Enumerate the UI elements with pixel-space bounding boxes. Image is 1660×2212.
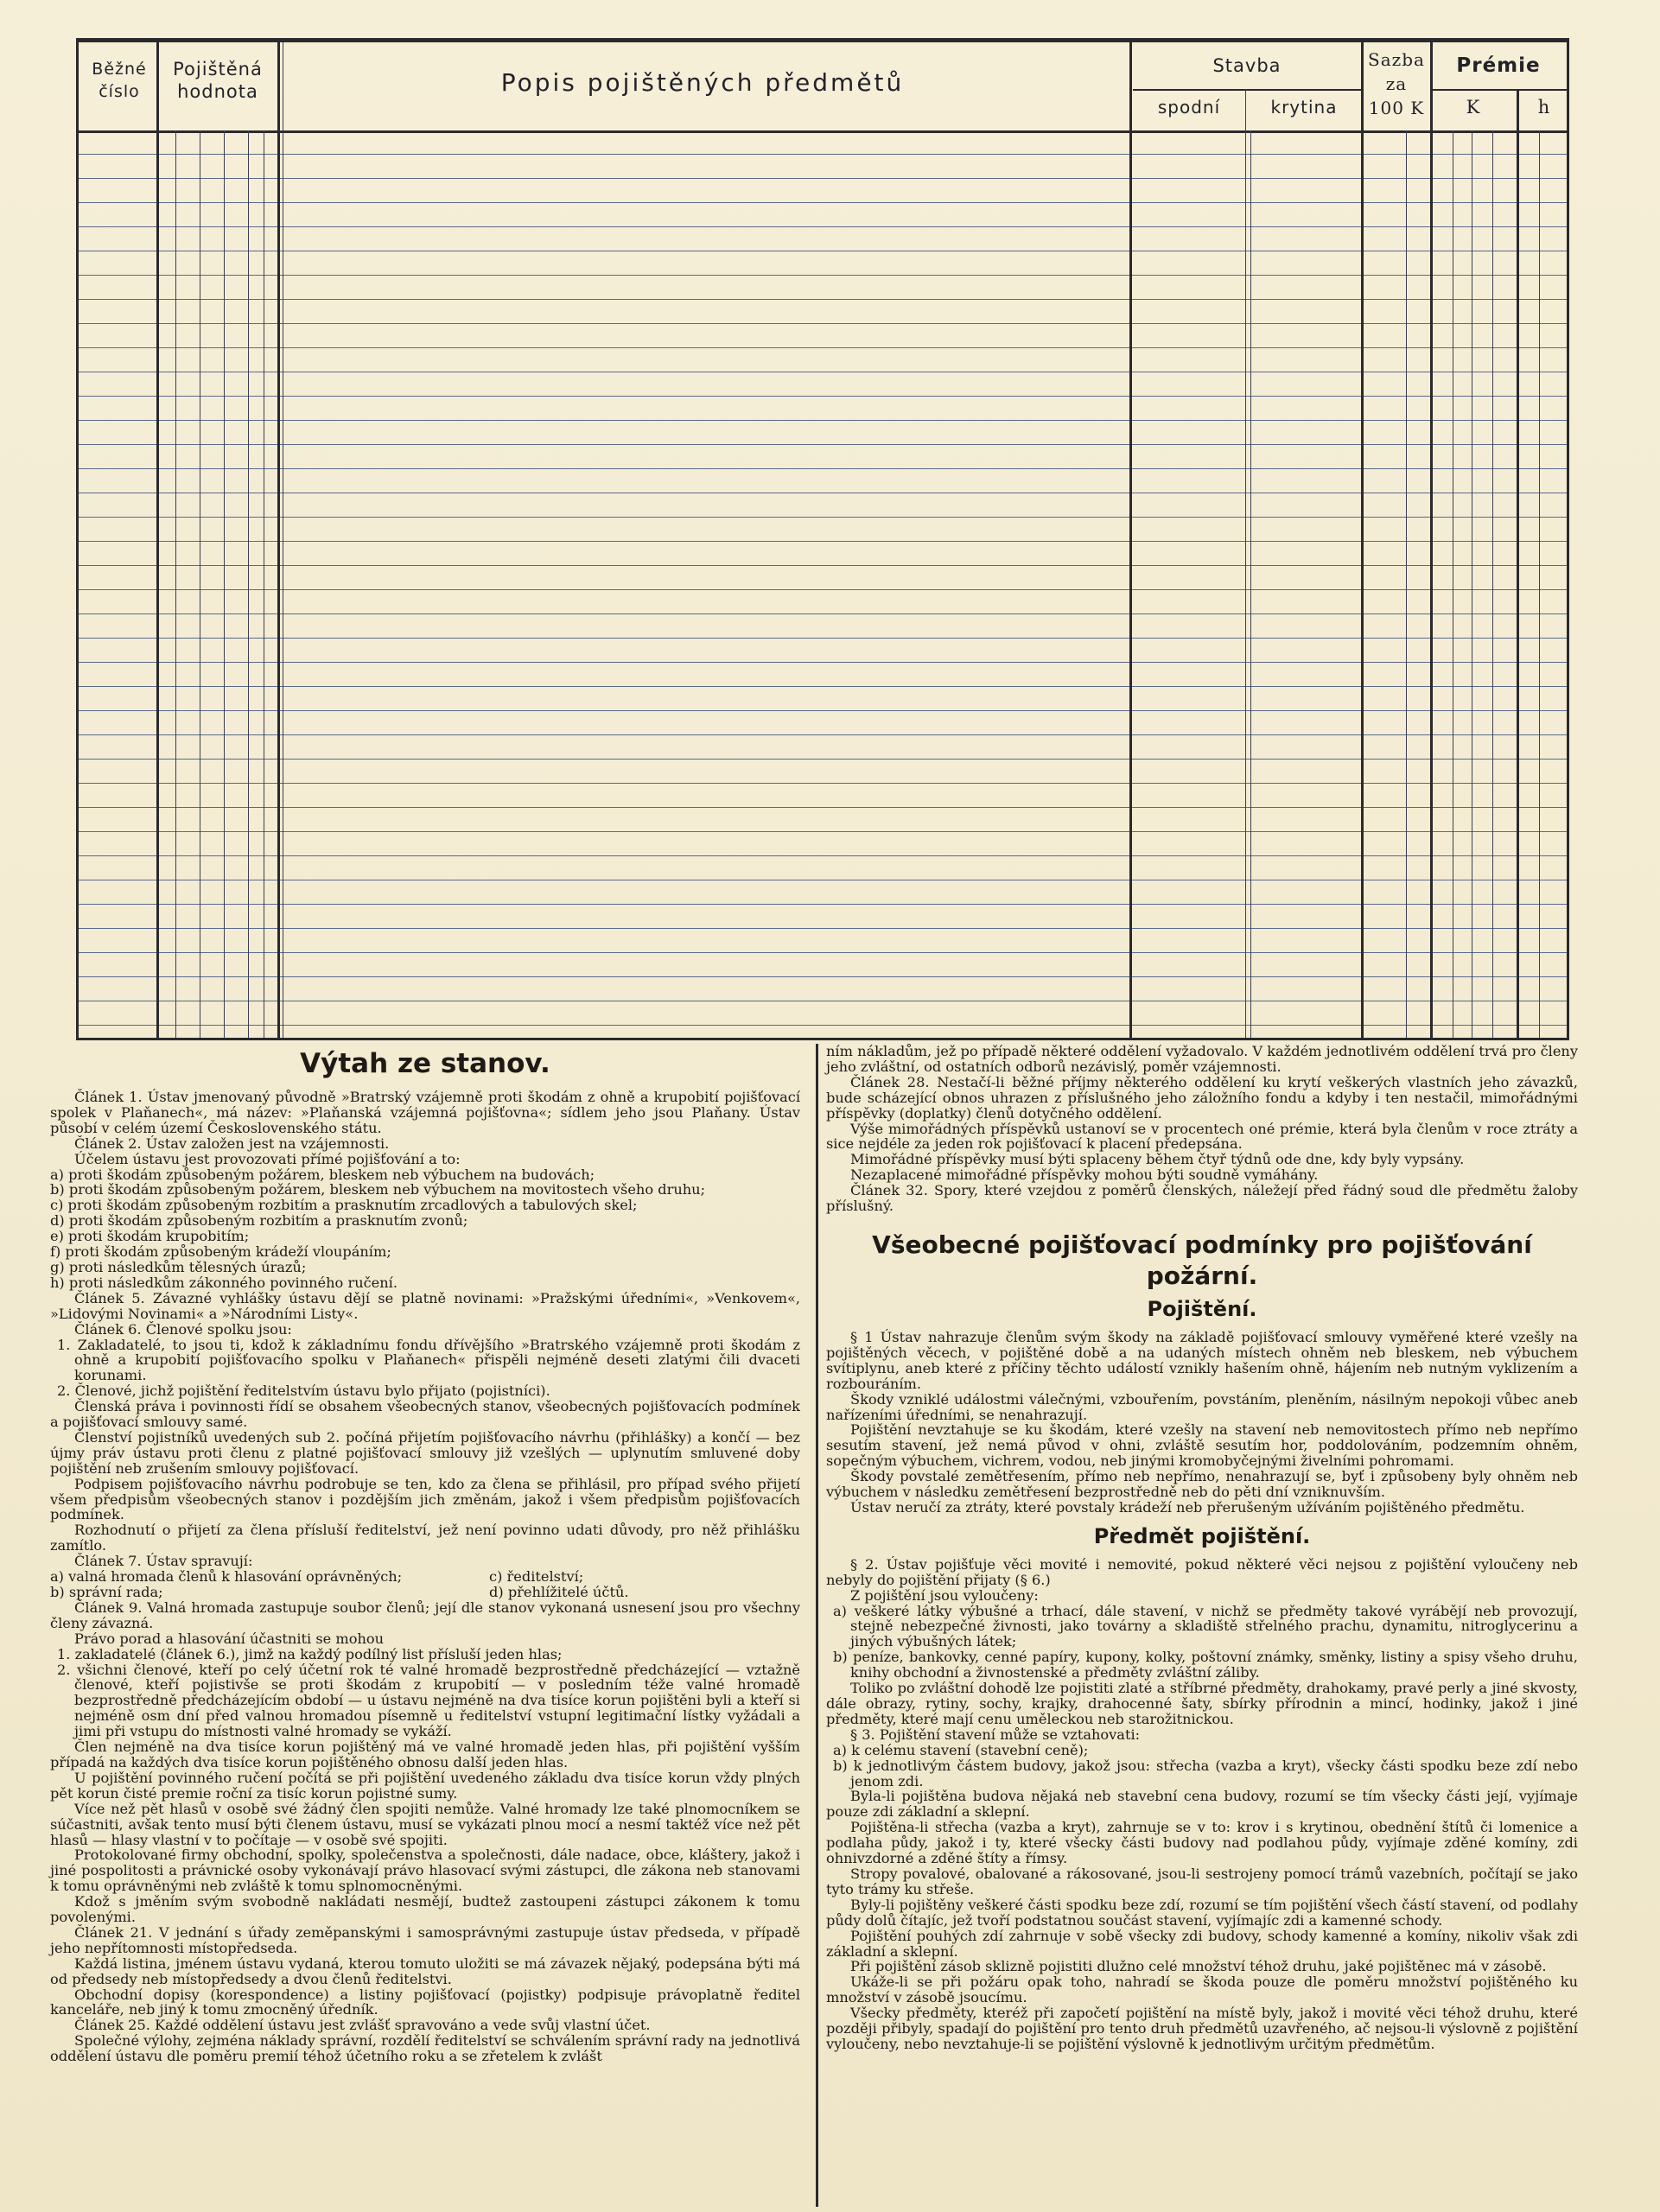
paragraph: 2. Členové, jichž pojištění ředitelstvím ústavu bylo přijato (pojistníci). [57,1382,550,1400]
paragraph: Škody povstalé zemětřesením, přímo neb nepřímo, nenahrazují se, byť i způsobeny byly ohněm neb výbuchem v následku zemětřesení bezprostředně neb do pěti dní vzniknuvším. [826,1468,1578,1501]
col-line [224,130,225,1038]
paragraph: Článek 1. Ústav jmenovaný původně »Bratrský vzájemně proti škodám z ohně a krupobití pojišťovací spolek v Plaňanech«, má název: »Plaňanská vzájemná pojišťovna«; sídlem jeho jsou Plaňany. Ústav působí v celém území Československého státu. [50,1089,800,1136]
paragraph: Všecky předměty, kteréž při započetí pojištění na místě byly, jakož i movité věci téhož druhu, které později přibyly, spadají do pojištění pro tento druh předmětů uzavřeného, ač nejsou-li výslovně z pojištění vyloučeny, nebo nevztahuje-li se pojištění výslovně k jednotlivým určitým předmětům. [826,2005,1578,2052]
col-line [1539,130,1540,1038]
header-sazba: Sazba za 100 K [1368,49,1425,118]
paragraph: Škody vzniklé událostmi válečnými, vzbouřením, povstáním, pleněním, násilným nepokoji vůbec aneb nařízeními úředními, se nenahrazují. [826,1390,1578,1423]
col-line [156,42,159,1038]
premie-divider [1432,89,1568,91]
col-line [1406,130,1407,1038]
paragraph: Článek 9. Valná hromada zastupuje soubor členů; její dle stanov vykonaná usnesení jsou pro všechny členy závazná. [50,1599,800,1631]
paragraph: Z pojištění jsou vyloučeny: [850,1586,1039,1604]
paragraph: Obchodní dopisy (korespondence) a listiny pojišťovací (pojistky) podpisuje právoplatně ředitel kanceláře, neb jiný k tomu zmocněný úředník. [50,1986,800,2018]
paragraph: b) peníze, bankovky, cenné papíry, kupony, kolky, poštovní známky, směnky, listiny a spisy všeho druhu, knihy obchodní a živnostenské a předměty zvláštní záliby. [833,1649,1578,1681]
header-popis: Popis pojištěných předmětů [500,68,905,97]
stavba-divider [1133,89,1361,91]
paragraph: Rozhodnutí o přijetí za člena přísluší ředitelství, jež není povinno udati důvody, pro něž přihlášku zamítlo. [50,1522,800,1554]
paragraph: a) k celému stavení (stavební ceně); [833,1741,1089,1758]
paragraph-item: d) přehlížitelé účtů. [489,1584,629,1600]
header-spodni: spodní [1157,97,1221,118]
header-krytina: krytina [1270,97,1338,118]
paragraph: 1. zakladatelé (článek 6.), jimž na každý podílný list přísluší jeden hlas; [57,1645,563,1662]
col-line [277,42,280,1038]
col-line [1430,42,1433,1038]
paragraph: Člen nejméně na dva tisíce korun pojištěný má ve valné hromadě jeden hlas, při pojištění vyšším případá na každých dva tisíce korun pojištěného obnosu další jeden hlas. [50,1738,800,1770]
paragraph: Pojištěna-li střecha (vazba a kryt), zahrnuje se v to: krov i s krytinou, obednění štítů či lomenice a podlaha půdy, jakož i ty, které všecky části budovy nad podlahou půdy, vyjímaje zděné komíny, zdi ohnivzdorné a zděné štíty a římsy. [826,1819,1578,1867]
header-premie: Prémie [1456,54,1541,77]
header-k: K [1466,97,1481,118]
paragraph: Pojištění pouhých zdí zahrnuje v sobě všecky zdi budovy, schody kamenné a komíny, nikoliv však zdi základní a sklepní. [826,1927,1578,1960]
paragraph-item: b) správní rada; [50,1584,163,1600]
ledger-table [76,38,1569,1040]
paragraph: ním nákladům, jež po případě některé oddělení vyžadovalo. V každém jednotlivém oddělení trvá pro členy jeho zvláštní, od ostatních odborů nezávislý, poměr vzájemnosti. [826,1043,1578,1075]
col-line [175,130,176,1038]
paragraph: b) proti škodám způsobeným požárem, bleskem neb výbuchem na movitostech všeho druhu; [50,1181,706,1198]
left-column [50,1044,800,2064]
paragraph: Podpisem pojišťovacího návrhu podrobuje se ten, kdo za člena se přihlásil, pro případ svého přijetí všem předpisům všeobecných stanov i pozdějším jich změnám, jakož i všem předpisům pojišťovacích podmínek. [50,1475,800,1523]
paragraph: Toliko po zvláštní dohodě lze pojistiti zlaté a stříbrné předměty, drahokamy, pravé perly a jiné skvosty, dále obrazy, rytiny, sochy, krajky, drahocenné šaty, sbírky přírodnin a mincí, hodinky, jakož i jiné předměty, které mají cenu uměleckou neb starožitnickou. [826,1680,1578,1727]
col-line [1492,130,1493,1038]
paragraph: Článek 21. V jednání s úřady zeměpanskými i samosprávnými zastupuje ústav předseda, v případě jeho nepřítomnosti místopředseda. [50,1923,800,1956]
col-line [1250,130,1251,1038]
ledger-header [79,42,1567,133]
paragraph: Při pojištění zásob sklizně pojistiti dlužno celé množství téhož druhu, jaké pojištěnec má v zásobě. [850,1958,1547,1975]
header-h: h [1537,97,1551,118]
paragraph: Pojištění nevztahuje se ku škodám, které vzešly na stavení neb nemovitostech přímo neb nepřímo sesutím stavení, jež nemá původ v ohni, zvláště sesutím hor, poddolováním, podzemním ohněm, sopečným výbuchem, vichrem, vodou, neb jinými kromobyčejnými živelními pohromami. [826,1421,1578,1470]
paragraph: Článek 2. Ústav založen jest na vzájemnosti. [74,1135,390,1152]
col-line [1517,89,1519,1038]
paragraph: Výše mimořádných příspěvků ustanoví se v procentech oné prémie, která byla členům v roce ztráty a sice nejdéle za jeden rok pojišťovací k placení předepsána. [826,1120,1578,1153]
left-title: Výtah ze stanov. [300,1048,550,1079]
paragraph: a) proti škodám způsobeným požárem, bleskem neb výbuchem na budovách; [50,1166,595,1183]
paragraph: Ukáže-li se při požáru opak toho, nahradí se škoda pouze dle poměru množství pojištěného ku množství v zásobě jsoucímu. [826,1974,1578,2006]
paragraph: Každá listina, jménem ústavu vydaná, kterou tomuto uložiti se má závazek nějaký, podepsána býti má od předsedy neb místopředsedy a dvou členů ředitelstvi. [50,1955,800,1987]
paragraph: Ústav neručí za ztráty, které povstaly krádeží neb přerušeným užíváním pojištěného předmětu. [850,1498,1525,1516]
paragraph-pair [50,1585,800,1600]
paragraph: a) veškeré látky výbušné a trhací, dále stavení, v nichž se předměty takové vyrábějí neb provozují, stejně nebezpečné živnosti, jako továrny a skladiště střelného prachu, dynamitu, nitroglycerinu a jiných výbušných látek; [833,1602,1578,1650]
paragraph: § 3. Pojištění stavení může se vztahovati: [850,1726,1141,1743]
header-stavba: Stavba [1212,55,1282,76]
section-predmet [826,1557,1578,2052]
paragraph: 1. Zakladatelé, to jsou ti, kdož k základnímu fondu dřívějšího »Bratrského vzájemně proti škodám z ohně a krupobití pojišťovacího spolku v Plaňanech« přispěli nejméně deseti zlatými čili dvaceti korunami. [57,1336,800,1384]
paragraph: Článek 5. Závazné vyhlášky ústavu dějí se platně novinami: »Pražskými úředními«, »Venkovem«, »Lidovými Novinami« a »Národními Listy«. [50,1289,800,1322]
paragraph: Mimořádné příspěvky musí býti splaceny během čtyř týdnů ode dne, kdy byly vypsány. [850,1151,1465,1168]
paragraph-item: a) valná hromada členů k hlasování oprávněných; [50,1568,403,1586]
paragraph: Článek 25. Každé oddělení ústavu jest zvlášť spravováno a vede svůj vlastní účet. [74,2017,651,2034]
paragraph: Více než pět hlasů v osobě své žádný člen spojiti nemůže. Valné hromady lze také plnomocníkem se súčastniti, avšak tento musí býti členem ústavu, musí se vykázati plnou mocí a nesmí taktéž více než pět hlasů — hlasy vlastní v to počítaje — v osobě své spojiti. [50,1800,800,1848]
col-line [248,130,249,1038]
paragraph: e) proti škodám krupobitím; [50,1228,250,1245]
paragraph-pair [50,1569,800,1585]
paragraph: Článek 7. Ústav spravují: [74,1553,253,1570]
paragraph: Kdož s jměním svým svobodně nakládati nesmějí, budtež zastoupeni zástupci zákonem k tomu povolenými. [50,1893,800,1926]
paragraph: g) proti následkům tělesných úrazů; [50,1258,307,1275]
col-line [1361,42,1364,1038]
paragraph: Nezaplacené mimořádné příspěvky mohou býti soudně vymáhány. [850,1166,1319,1184]
subtitle-predmet: Předmět pojištění. [1093,1523,1311,1548]
col-line [1129,42,1132,1038]
paragraph: Článek 32. Spory, které vzejdou z poměrů členských, náležejí před řádný soud dle předmětu žaloby příslušný. [826,1182,1578,1215]
paragraph: § 2. Ústav pojišťuje věci movité i nemovité, pokud některé věci nejsou z pojištění vyloučeny neb nebyly do pojištění přijaty (§ 6.) [826,1555,1578,1588]
right-column [826,1044,1578,2052]
paragraph: 2. všichni členové, kteří po celý účetní rok té valné hromadě bezprostředně předcházející — vztažně členové, kteří pojistivše se proti škodám z krupobití — v posledním téže valné hromadě bezprostředně předcházejícím období — u ústavu nejméně na dva tisíce korun pojištěni byli a kteří si nejméně osm dní před valnou hromadou písemně u ředitelství vstupní legitimační lístky vyžádali a jimi při vstupu do místnosti valné hromady se vykáží. [57,1661,800,1740]
paragraph: Článek 28. Nestačí-li běžné příjmy některého oddělení ku krytí veškerých vlastních jeho závazků, bude scházející obnos uhrazen z příslušného jeho záložního fondu a kdyby i ten nestačil, mimořádnými příspěvky (doplatky) členů dotyčného oddělení. [826,1073,1578,1122]
paragraph: Členská práva i povinnosti řídí se obsahem všeobecných stanov, všeobecných pojišťovacích podmínek a pojišťovací smlouvy samé. [50,1398,800,1431]
paragraph: f) proti škodám způsobeným krádeží vloupáním; [50,1243,391,1261]
left-paragraphs [50,1090,800,2064]
paragraph: c) proti škodám způsobeným rozbitím a prasknutím zrcadlových a tabulových skel; [50,1197,638,1214]
paragraph-item: c) ředitelství; [489,1568,584,1586]
paragraph: Účelem ústavu jest provozovati přímé pojišťování a to: [74,1150,461,1167]
paragraph: Právo porad a hlasování účastniti se mohou [74,1630,385,1647]
header-pojistena-hodnota: Pojištěná hodnota [173,59,263,102]
paragraph: Stropy povalové, obalované a rákosované, jsou-li sestrojeny pomocí trámů vazebních, počítají se jako tyto trámy ku střeše. [826,1865,1578,1897]
right-intro [826,1044,1578,1214]
section-pojisteni [826,1330,1578,1516]
paragraph: Členství pojistníků uvedených sub 2. počíná přijetím pojišťovacího návrhu (přihlášky) a končí — bez újmy práv ústavu proti členu z platné pojišťovací smlouvy již vzešlých — uplynutím smluvené doby pojištění neb zrušením smlouvy pojišťovací. [50,1428,800,1477]
subtitle-pojisteni: Pojištění. [1147,1296,1257,1321]
ledger-rows [79,130,1567,1038]
right-title: Všeobecné pojišťovací podmínky pro pojišťování požární. [872,1230,1532,1290]
paragraph: Článek 6. Členové spolku jsou: [74,1320,292,1338]
paragraph: Protokolované firmy obchodní, spolky, společenstva a společnosti, dále nadace, obce, kláštery, jakož i jiné pospolitosti a právnické osoby vykonávají právo hlasovací svými zástupci, dle zákona neb stanovami k tomu oprávněnými neb zvláště k tomu splnomocněnými. [50,1847,800,1895]
paragraph: d) proti škodám způsobeným rozbitím a prasknutím zvonů; [50,1212,468,1230]
paragraph: Společné výlohy, zejména náklady správní, rozdělí ředitelství se schválením správní rady na jednotlivá oddělení ústavu dle poměru premií téhož účetního roku a se zřetelem k zvlášt [50,2032,800,2065]
paragraph: Byla-li pojištěna budova nějaká neb stavební cena budovy, rozumí se tím všecky části její, vyjímaje pouze zdi základní a sklepní. [826,1788,1578,1821]
paragraph: b) k jednotlivým částem budovy, jakož jsou: střecha (vazba a kryt), všecky části spodku beze zdí nebo jenom zdi. [833,1757,1578,1789]
header-bezne-cislo: Běžné číslo [92,60,147,101]
paragraph: U pojištění povinného ručení počítá se při pojištění uvedeného základu dva tisíce korun vždy plných pět korun čisté premie roční za tisíc korun pojistné sumy. [50,1769,800,1802]
paragraph: h) proti následkům zákonného povinného ručení. [50,1274,398,1291]
paragraph: Byly-li pojištěny veškeré části spodku beze zdí, rozumí se tím pojištění všech částí stavení, od podlahy půdy dolů čítajíc, jež tvoří podstatnou součást stavení, vyjímajíc zdi a kamenné schody. [826,1896,1578,1929]
paragraph: § 1 Ústav nahrazuje členům svým škody na základě pojišťovací smlouvy vyměřené které vzešly na pojištěných věcech, v pojištěné době a na udaných místech ohněm neb bleskem, neb výbuchem svítiplynu, aneb které z příčiny těchto událostí vznikly hašením ohně, hájením neb nutným vyklizením a rozbouráním. [826,1328,1578,1392]
col-line [1245,89,1246,1038]
column-divider [816,1044,818,2207]
